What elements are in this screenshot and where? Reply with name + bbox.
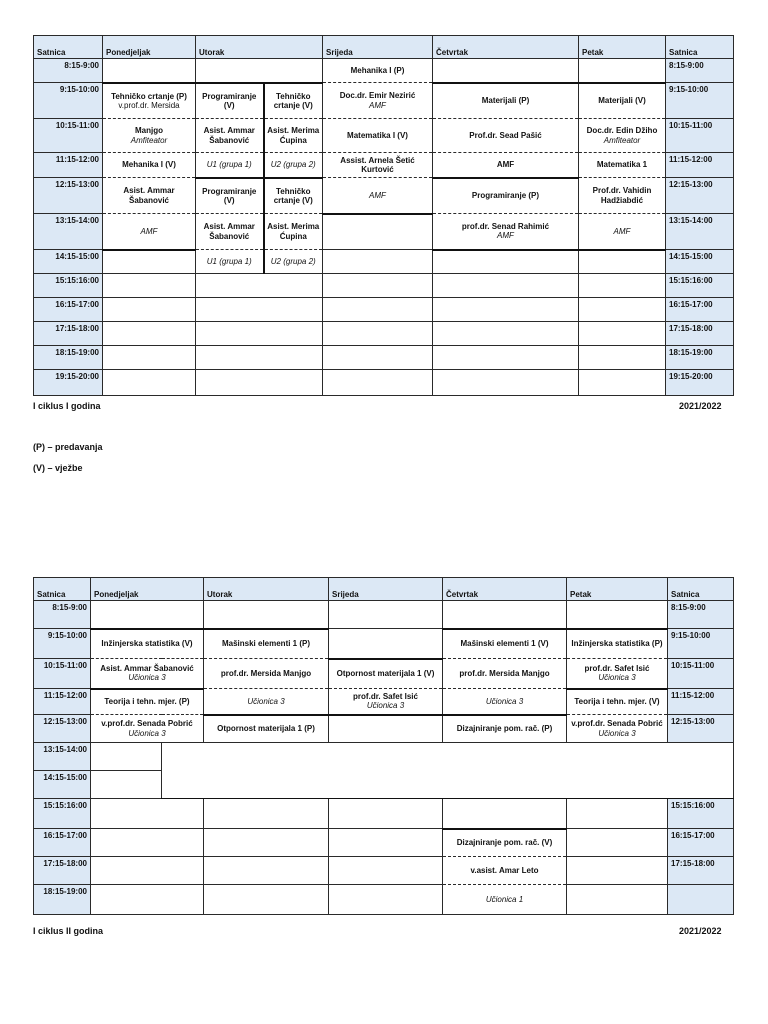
schedule-cell: Učionica 1 [443, 885, 567, 915]
schedule-cell: Prof.dr. Vahidin Hadžiabdić [579, 178, 666, 214]
schedule-cell: Otpornost materijala 1 (V) [329, 659, 443, 689]
table-row [34, 629, 734, 659]
table-row [34, 885, 734, 915]
schedule-cell: Asist. Ammar Šabanović Učionica 3 [91, 659, 204, 689]
time-cell: 10:15-11:00 [34, 119, 103, 153]
time-cell-right: 9:15-10:00 [668, 629, 734, 659]
time-cell-right: 19:15-20:00 [666, 370, 734, 396]
col-srijeda: Srijeda [329, 578, 443, 601]
schedule-cell: Programiranje (V) [196, 178, 264, 214]
schedule-cell: Tehničko crtanje (V) [264, 178, 323, 214]
table-row [34, 601, 734, 629]
schedule-cell: U2 (grupa 2) [264, 250, 323, 274]
table-row [34, 689, 734, 715]
schedule-cell: AMF [103, 214, 196, 250]
time-cell: 9:15-10:00 [34, 83, 103, 119]
time-cell-right: 10:15-11:00 [668, 659, 734, 689]
schedule-cell: Manjgo Amfiteator [103, 119, 196, 153]
schedule-cell: Teorija i tehn. mjer. (V) [567, 689, 668, 715]
time-cell-right: 12:15-13:00 [666, 178, 734, 214]
time-cell-right: 16:15-17:00 [668, 829, 734, 857]
schedule-cell: Doc.dr. Emir Nezirić AMF [323, 83, 433, 119]
schedule-cell: Asist. Merima Ćupina [264, 214, 323, 250]
time-cell: 13:15-14:00 [34, 743, 91, 771]
schedule-cell: prof.dr. Safet Isić Učionica 3 [567, 659, 668, 689]
table-row [34, 659, 734, 689]
time-cell-right: 18:15-19:00 [666, 346, 734, 370]
schedule-cell: v.prof.dr. Senada Pobrić Učionica 3 [567, 715, 668, 743]
schedule-cell: v.asist. Amar Leto [443, 857, 567, 885]
table-row [34, 59, 734, 83]
table-row [34, 83, 734, 119]
caption-cycle-year-1: I ciklus I godina [33, 401, 101, 411]
schedule-cell: AMF [579, 214, 666, 250]
schedule-cell: Inžinjerska statistika (P) [567, 629, 668, 659]
schedule-cell: U1 (grupa 1) [196, 153, 264, 178]
schedule-cell: AMF [323, 178, 433, 214]
schedule-cell: Tehničko crtanje (V) [264, 83, 323, 119]
col-cetvrtak: Četvrtak [433, 36, 579, 59]
schedule-cell: Mašinski elementi 1 (V) [443, 629, 567, 659]
time-cell: 18:15-19:00 [34, 346, 103, 370]
time-cell: 16:15-17:00 [34, 829, 91, 857]
schedule-table-year-2 [33, 577, 734, 915]
col-satnica-right: Satnica [668, 578, 734, 601]
time-cell: 12:15-13:00 [34, 715, 91, 743]
table-row [34, 346, 734, 370]
time-cell: 19:15-20:00 [34, 370, 103, 396]
schedule-cell: prof.dr. Mersida Manjgo [443, 659, 567, 689]
schedule-cell: Doc.dr. Edin Džiho Amfiteator [579, 119, 666, 153]
time-cell: 14:15-15:00 [34, 771, 91, 799]
time-cell-right: 15:15:16:00 [668, 799, 734, 829]
time-cell-right: 10:15-11:00 [666, 119, 734, 153]
schedule-cell: Asist. Merima Ćupina [264, 119, 323, 153]
schedule-cell: prof.dr. Mersida Manjgo [204, 659, 329, 689]
table-row [34, 799, 734, 829]
time-cell: 8:15-9:00 [34, 59, 103, 83]
schedule-cell: Asist. Ammar Šabanović [196, 214, 264, 250]
schedule-cell: Mašinski elementi 1 (P) [204, 629, 329, 659]
time-cell: 12:15-13:00 [34, 178, 103, 214]
time-cell-right: 8:15-9:00 [668, 601, 734, 629]
schedule-cell: Inžinjerska statistika (V) [91, 629, 204, 659]
col-ponedjeljak: Ponedjeljak [91, 578, 204, 601]
table-row [34, 857, 734, 885]
col-satnica-right: Satnica [666, 36, 734, 59]
table-row [34, 119, 734, 153]
schedule-cell: Matematika 1 [579, 153, 666, 178]
col-ponedjeljak: Ponedjeljak [103, 36, 196, 59]
table-header-row [34, 578, 734, 601]
schedule-cell: prof.dr. Safet Isić Učionica 3 [329, 689, 443, 715]
legend-vjezbe: (V) – vježbe [33, 463, 83, 473]
schedule-table-year-1 [33, 35, 734, 396]
merged-blank-block [162, 743, 734, 799]
table-row [34, 322, 734, 346]
schedule-cell: Dizajniranje pom. rač. (P) [443, 715, 567, 743]
schedule-cell: Prof.dr. Sead Pašić [433, 119, 579, 153]
time-cell-right: 14:15-15:00 [666, 250, 734, 274]
table-row [34, 370, 734, 396]
time-cell: 17:15-18:00 [34, 857, 91, 885]
schedule-cell: Tehničko crtanje (P) v.prof.dr. Mersida [103, 83, 196, 119]
col-petak: Petak [579, 36, 666, 59]
time-cell: 13:15-14:00 [34, 214, 103, 250]
time-cell: 14:15-15:00 [34, 250, 103, 274]
schedule-cell: Materijali (V) [579, 83, 666, 119]
schedule-cell: Učionica 3 [443, 689, 567, 715]
time-cell-right: 17:15-18:00 [666, 322, 734, 346]
time-cell-right: 11:15-12:00 [668, 689, 734, 715]
col-cetvrtak: Četvrtak [443, 578, 567, 601]
schedule-cell: prof.dr. Senad Rahimić AMF [433, 214, 579, 250]
col-utorak: Utorak [196, 36, 323, 59]
time-cell: 16:15-17:00 [34, 298, 103, 322]
schedule-cell: Teorija i tehn. mjer. (P) [91, 689, 204, 715]
schedule-cell: Materijali (P) [433, 83, 579, 119]
time-cell-right: 12:15-13:00 [668, 715, 734, 743]
caption-cycle-year-2: I ciklus II godina [33, 926, 104, 936]
schedule-cell: Otpornost materijala 1 (P) [204, 715, 329, 743]
schedule-cell: Mehanika I (V) [103, 153, 196, 178]
schedule-cell: AMF [433, 153, 579, 178]
time-cell-right: 17:15-18:00 [668, 857, 734, 885]
time-cell: 11:15-12:00 [34, 689, 91, 715]
table-row [34, 274, 734, 298]
time-cell: 17:15-18:00 [34, 322, 103, 346]
table-row [34, 178, 734, 214]
schedule-cell: Učionica 3 [204, 689, 329, 715]
table-row [34, 743, 734, 771]
table-header-row [34, 36, 734, 59]
time-cell-right: 9:15-10:00 [666, 83, 734, 119]
time-cell-right: 13:15-14:00 [666, 214, 734, 250]
col-petak: Petak [567, 578, 668, 601]
time-cell-right: 16:15-17:00 [666, 298, 734, 322]
schedule-cell: Programiranje (V) [196, 83, 264, 119]
col-satnica: Satnica [34, 578, 91, 601]
schedule-cell: Mehanika I (P) [323, 59, 433, 83]
table-row [34, 250, 734, 274]
table-row [34, 214, 734, 250]
table-row [34, 829, 734, 857]
table-row [34, 153, 734, 178]
schedule-cell: U1 (grupa 1) [196, 250, 264, 274]
schedule-cell: Asist. Ammar Šabanović [103, 178, 196, 214]
schedule-cell: Assist. Arnela Šetić Kurtović [323, 153, 433, 178]
schedule-cell: U2 (grupa 2) [264, 153, 323, 178]
time-cell: 9:15-10:00 [34, 629, 91, 659]
col-srijeda: Srijeda [323, 36, 433, 59]
time-cell-right: 15:15:16:00 [666, 274, 734, 298]
schedule-cell: v.prof.dr. Senada Pobrić Učionica 3 [91, 715, 204, 743]
time-cell: 15:15:16:00 [34, 274, 103, 298]
caption-academic-year-2: 2021/2022 [679, 926, 722, 936]
schedule-cell: Matematika I (V) [323, 119, 433, 153]
col-utorak: Utorak [204, 578, 329, 601]
schedule-cell: Dizajniranje pom. rač. (V) [443, 829, 567, 857]
time-cell: 15:15:16:00 [34, 799, 91, 829]
caption-academic-year-1: 2021/2022 [679, 401, 722, 411]
time-cell: 8:15-9:00 [34, 601, 91, 629]
table-row [34, 298, 734, 322]
time-cell-right: 8:15-9:00 [666, 59, 734, 83]
legend-predavanja: (P) – predavanja [33, 442, 103, 452]
time-cell: 18:15-19:00 [34, 885, 91, 915]
table-row [34, 715, 734, 743]
schedule-cell: Programiranje (P) [433, 178, 579, 214]
time-cell-right: 11:15-12:00 [666, 153, 734, 178]
schedule-cell: Asist. Ammar Šabanović [196, 119, 264, 153]
time-cell: 10:15-11:00 [34, 659, 91, 689]
col-satnica: Satnica [34, 36, 103, 59]
time-cell: 11:15-12:00 [34, 153, 103, 178]
